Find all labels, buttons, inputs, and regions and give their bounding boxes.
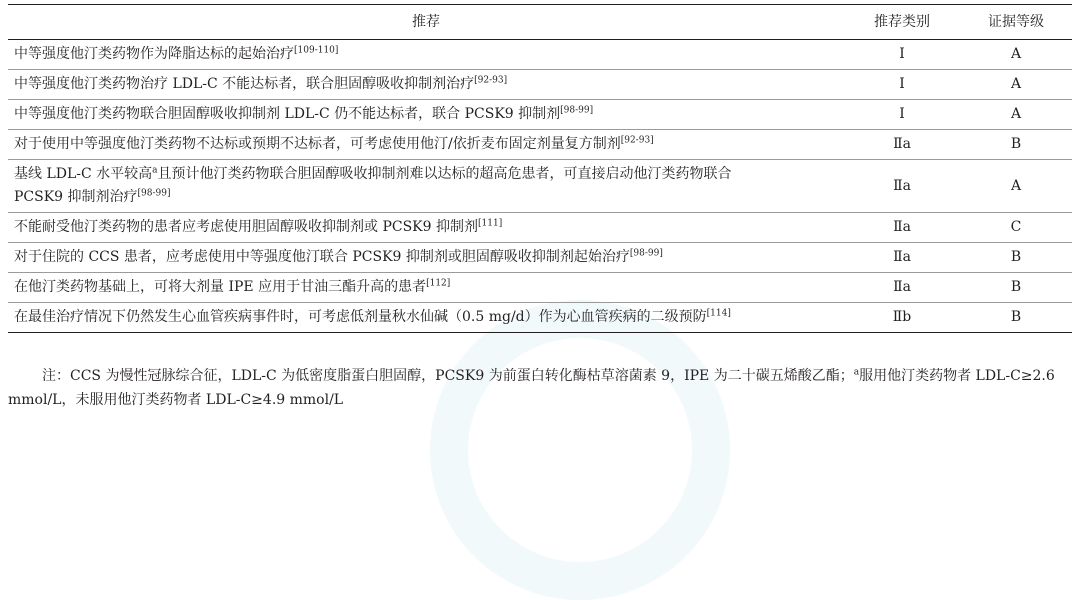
header-recommendation: 推荐 [8,5,844,40]
recommendation-cell [8,160,844,213]
reference-citation: [98-99] [629,248,663,259]
reference-citation: [112] [426,278,451,289]
category-cell: Ⅱb [844,303,960,333]
category-cell: Ⅰ [844,70,960,100]
header-category: 推荐类别 [844,5,960,40]
evidence-level-cell: A [960,100,1072,130]
table-row [8,70,1072,100]
recommendation-cell [8,243,844,273]
table-row [8,303,1072,333]
category-cell: Ⅰ [844,100,960,130]
reference-citation: [111] [478,218,503,229]
recommendation-text: 中等强度他汀类药物治疗 LDL-C 不能达标者，联合胆固醇吸收抑制剂治疗 [14,76,475,92]
recommendation-text: 在他汀类药物基础上，可将大剂量 IPE 应用于甘油三酯升高的患者 [14,279,427,295]
footnote-mark: a [152,165,158,176]
reference-citation: [98-99] [137,188,171,199]
reference-citation: [98-99] [560,105,594,116]
recommendation-text: 对于使用中等强度他汀类药物不达标或预期不达标者，可考虑使用他汀/依折麦布固定剂量复方制剂 [14,136,621,152]
recommendation-text: 基线 LDL-C 水平较高 [14,166,153,182]
recommendation-text: 中等强度他汀类药物作为降脂达标的起始治疗 [14,46,294,62]
evidence-level-cell: B [960,130,1072,160]
evidence-level-cell: A [960,70,1072,100]
recommendation-cell [8,303,844,333]
recommendation-table [8,4,1072,333]
table-row [8,273,1072,303]
reference-citation: [109-110] [294,45,339,56]
evidence-level-cell: B [960,243,1072,273]
category-cell: Ⅱa [844,273,960,303]
table-row [8,130,1072,160]
recommendation-cell [8,273,844,303]
recommendation-cell [8,213,844,243]
table-row [8,100,1072,130]
footnote-text: 注：CCS 为慢性冠脉综合征，LDL-C 为低密度脂蛋白胆固醇，PCSK9 为前蛋白转化酶枯草溶菌素 9，IPE 为二十碳五烯酸乙酯； [42,368,854,384]
footnote-text-continued: 服用他汀类药物者 LDL-C≥2.6 mmol/L，未服用他汀类药物者 LDL-C≥4.9 mmol/L [8,368,1055,408]
category-cell: Ⅱa [844,160,960,213]
reference-citation: [114] [706,308,731,319]
recommendation-text: 在最佳治疗情况下仍然发生心血管疾病事件时，可考虑低剂量秋水仙碱（0.5 mg/d）作为心血管疾病的二级预防 [14,309,707,325]
category-cell: Ⅱa [844,130,960,160]
reference-citation: [92-93] [620,135,654,146]
recommendation-cell [8,100,844,130]
header-evidence-level: 证据等级 [960,5,1072,40]
background-watermark [430,300,730,600]
evidence-level-cell: B [960,273,1072,303]
evidence-level-cell: C [960,213,1072,243]
category-cell: Ⅱa [844,213,960,243]
evidence-level-cell: B [960,303,1072,333]
recommendation-cell [8,40,844,70]
evidence-level-cell: A [960,40,1072,70]
recommendation-cell [8,70,844,100]
recommendation-text: 不能耐受他汀类药物的患者应考虑使用胆固醇吸收抑制剂或 PCSK9 抑制剂 [14,219,478,235]
category-cell: Ⅱa [844,243,960,273]
table-header-row [8,5,1072,40]
table-row [8,160,1072,213]
evidence-level-cell: A [960,160,1072,213]
table-row [8,40,1072,70]
table-row [8,213,1072,243]
footnote-mark: a [853,367,860,378]
table-footnote [8,364,1068,412]
reference-citation: [92-93] [474,75,508,86]
category-cell: Ⅰ [844,40,960,70]
recommendation-text: 中等强度他汀类药物联合胆固醇吸收抑制剂 LDL-C 仍不能达标者，联合 PCSK9 抑制剂 [14,106,561,122]
recommendation-text: 对于住院的 CCS 患者，应考虑使用中等强度他汀联合 PCSK9 抑制剂或胆固醇吸收抑制剂起始治疗 [14,249,630,265]
recommendation-text-continued: 且预计他汀类药物联合胆固醇吸收抑制剂难以达标的超高危患者，可直接启动他汀类药物联合 PCSK9 抑制剂治疗 [14,166,732,205]
table-row [8,243,1072,273]
recommendation-cell [8,130,844,160]
